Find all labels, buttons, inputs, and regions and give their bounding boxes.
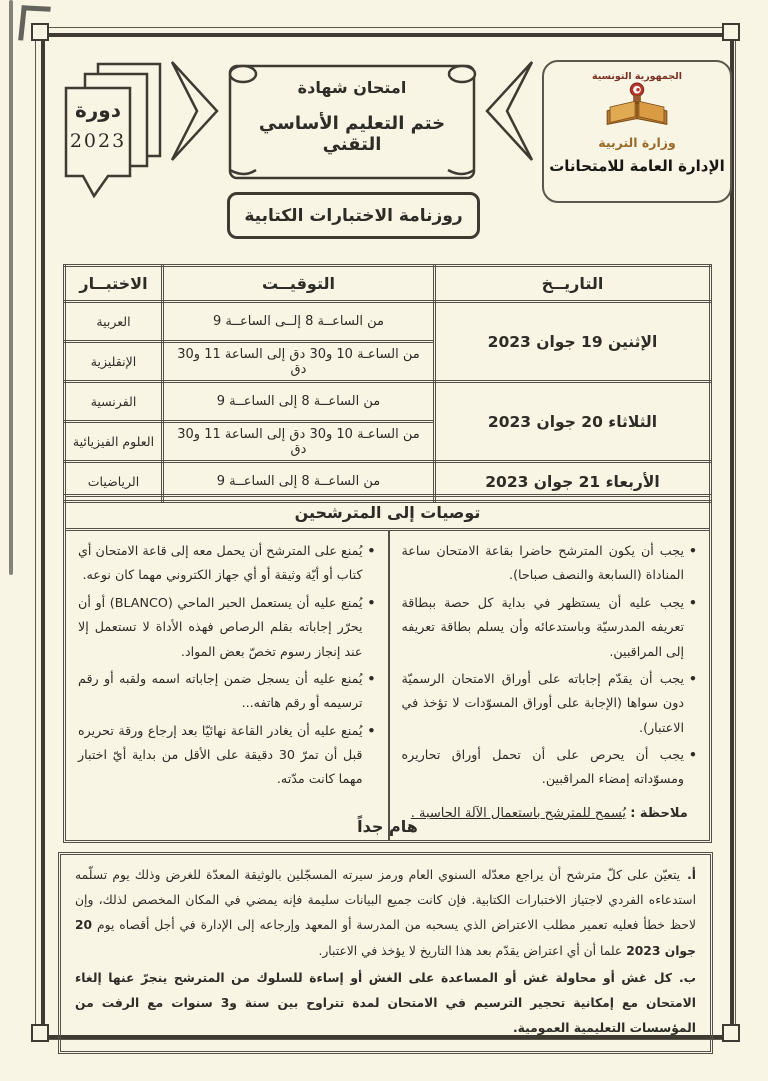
ministry-name: وزارة التربية [598, 135, 676, 150]
list-item: • يجب عليه أن يستظهر في بداية كل حصة ببطاقة تعريفه المدرسيّة وباستدعائه وأن يسلم بطاقة تعريفه إلى المراقبين. [402, 591, 698, 664]
banner-title-line2: ختم التعليم الأساسي التقني [258, 113, 446, 155]
list-item: • يجب أن يكون المترشح حاضرا بقاعة الامتحان ساعة المناداة (السابعة والنصف صباحا). [402, 539, 698, 588]
list-item: • يجب أن يقدّم إجاباته على أوراق الامتحان الرسميّة دون سواها (الإجابة على أوراق المسوّدات لا تؤخذ في الاعتبار). [402, 667, 698, 740]
time-cell: من الساعــة 8 إلــى الساعــة 9 [163, 302, 435, 342]
item-marker: ب. [678, 970, 696, 985]
republic-calligraphy: الجمهورية التونسية [592, 71, 682, 82]
session-block [64, 98, 132, 152]
recommendations-obligations-column [388, 531, 710, 840]
session-year: 2023 [69, 130, 127, 152]
recommendations-prohibitions-column [66, 531, 388, 840]
frame-corner-ornament [31, 1024, 49, 1042]
document-subtitle: روزنامة الاختبارات الكتابية [227, 192, 480, 239]
recommendations-title: توصيات إلى المترشحين [66, 497, 709, 531]
note-text: يُسمح للمترشح باستعمال الآلة الحاسبة . [410, 805, 627, 821]
list-item: • يُمنع على المترشح أن يحمل معه إلى قاعة الامتحان أي كتاب أو أيّة وثيقة أو أي جهاز الكتروني مهما كان نوعه. [78, 539, 376, 588]
date-monday: الإثنين 19 جوان 2023 [435, 302, 711, 382]
exam-cell: الفرنسية [65, 382, 163, 422]
exam-cell: العربية [65, 302, 163, 342]
ministry-emblem-icon [602, 82, 672, 134]
time-cell: من الساعـة 10 و30 دق إلى الساعة 11 و30 دق [163, 342, 435, 382]
column-header-time: التوقيــت [163, 266, 435, 302]
exam-cell: الرياضيات [65, 462, 163, 502]
item-text: علما أن أي اعتراض يقدّم بعد هذا التاريخ لا يؤخذ في الاعتبار. [318, 943, 627, 958]
frame-corner-ornament [722, 1024, 740, 1042]
frame-corner-ornament [722, 23, 740, 41]
item-text: يتعيّن على كلّ مترشح أن يراجع معدّله السنوي العام ورمز سيرته المسجّلين بالوثيقة المعدّة للغرض وذلك يوم تسلّمه استدعاءه الفردي لاجتياز الاختبارات الكتابية. فإن كانت جميع البيانات سليمة فإنه يمضي في المكان المخصص لذلك، وإن لاحظ خطأ فعليه تعمير مطلب الاعتراض الذي يسحبه من المدرسة أو المعهد وإرجاعه إلى الإدارة في أجل أقصاه يوم [75, 868, 696, 933]
banner-title-line1: امتحان شهادة [297, 78, 407, 97]
exam-cell: العلوم الفيزيائية [65, 422, 163, 462]
item-text: كل غش أو محاولة غش أو المساعدة على الغش أو إساءة للسلوك من المترشح ينجرّ عنها إلغاء الامتحان مع إمكانية تحجير الترسيم في الامتحان لمدة تتراوح بين سنة و3 سنوات مع الرفت من المؤسسات التعليمية العمومية. [75, 970, 696, 1036]
ministry-header-box [542, 60, 732, 203]
session-pages-graphic [58, 62, 168, 210]
recommendations-box [63, 494, 712, 843]
scan-edge-artifact [9, 0, 13, 575]
frame-corner-ornament [31, 23, 49, 41]
note-label: ملاحظة : [630, 805, 688, 821]
session-label: دورة [74, 98, 121, 122]
department-name: الإدارة العامة للامتحانات [549, 157, 725, 175]
item-bold-date: 20 جوان 2023 [75, 918, 696, 958]
time-cell: من الساعــة 8 إلى الساعــة 9 [163, 382, 435, 422]
banner-text [228, 78, 476, 155]
important-title: هام جداً [357, 817, 418, 836]
column-header-date: التاريــخ [435, 266, 711, 302]
list-item: • يُمنع عليه أن يسجل ضمن إجاباته اسمه ولقبه أو رقم ترسيمه أو رقم هاتفه... [78, 667, 376, 716]
important-box [58, 852, 713, 1054]
column-header-exam: الاختبــار [65, 266, 163, 302]
time-cell: من الساعـة 10 و30 دق إلى الساعة 11 و30 دق [163, 422, 435, 462]
title-ribbon [168, 56, 536, 188]
table-row [65, 382, 711, 422]
date-wednesday: الأربعاء 21 جوان 2023 [435, 462, 711, 502]
exam-cell: الإنقليزية [65, 342, 163, 382]
schedule-table [63, 264, 712, 503]
important-item-b [75, 966, 696, 1042]
time-cell: من الساعــة 8 إلى الساعــة 9 [163, 462, 435, 502]
table-row [65, 302, 711, 342]
list-item: • يُمنع عليه أن يستعمل الحبر الماحي (BLANCO) أو أن يحرّر إجاباته بقلم الرصاص فهذه الأداة لا تستعمل إلا عند إنجاز رسوم تخصّ بعض المواد. [78, 591, 376, 664]
date-tuesday: الثلاثاء 20 جوان 2023 [435, 382, 711, 462]
important-item-a [75, 863, 696, 964]
list-item: • يُمنع عليه أن يغادر القاعة نهائيّا بعد إرجاع ورقة تحريره قبل أن تمرّ 30 دقيقة على الأقل من بداية أيّ اختبار مهما كانت مدّته. [78, 719, 376, 792]
table-header-row [65, 266, 711, 302]
item-marker: أ. [687, 868, 696, 882]
list-item: • يجب أن يحرص على أن تحمل أوراق تحاريره ومسوّداته إمضاء المراقبين. [402, 743, 698, 792]
